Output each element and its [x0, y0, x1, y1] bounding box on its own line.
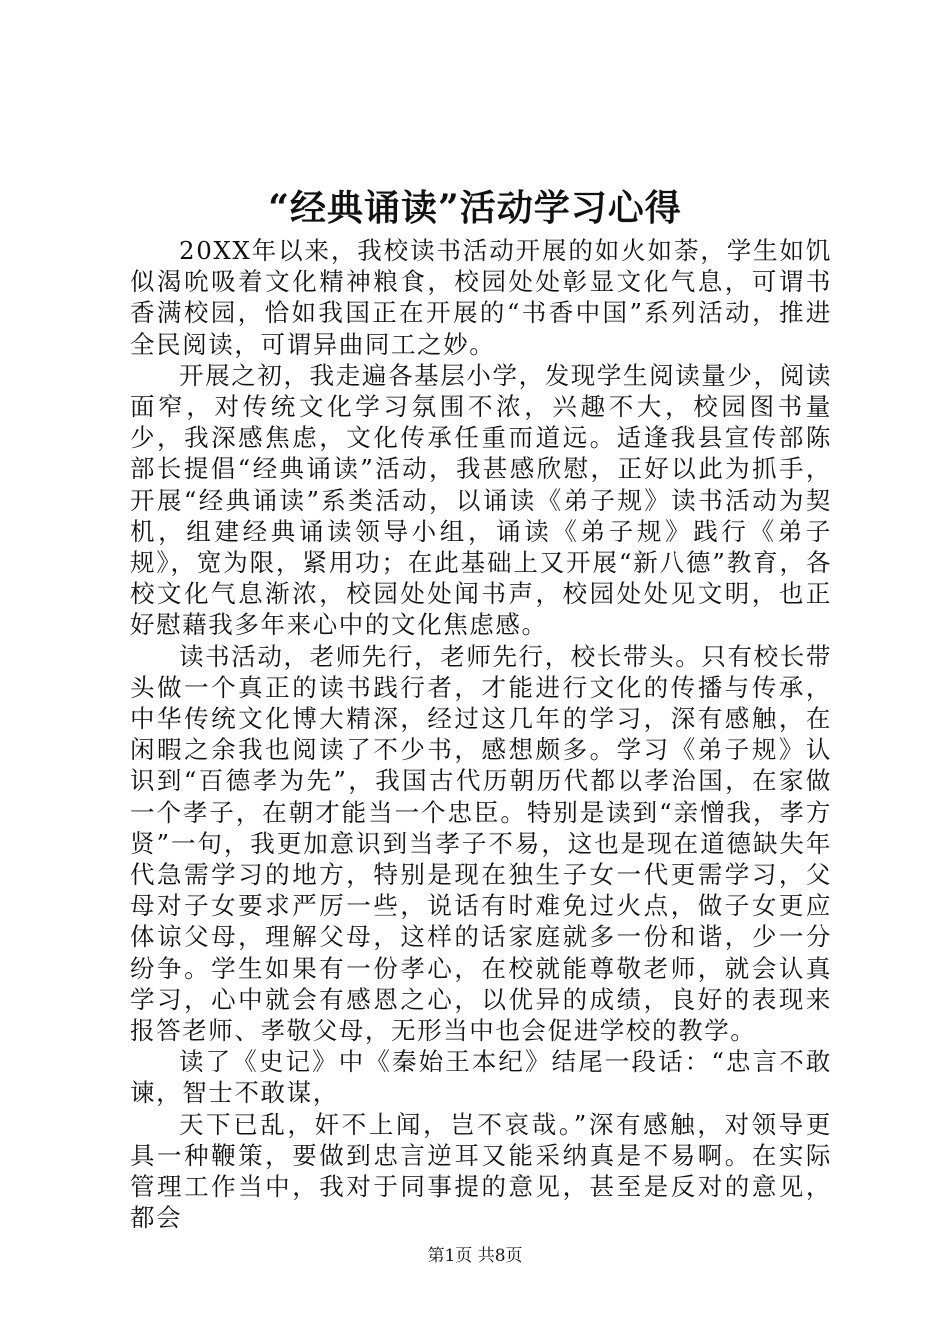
document-body	[130, 235, 832, 1234]
page-number-footer: 第1页 共8页	[427, 1246, 523, 1266]
document-title: “经典诵读”活动学习心得	[268, 187, 682, 229]
paragraph-2: 开展之初，我走遍各基层小学，发现学生阅读量少，阅读面窄，对传统文化学习氛围不浓，兴趣不大，校园图书量少，我深感焦虑，文化传承任重而道远。适逢我县宣传部陈部长提倡“经典诵读”活动，我甚感欣慰，正好以此为抓手，开展“经典诵读”系类活动，以诵读《弟子规》读书活动为契机，组建经典诵读领导小组，诵读《弟子规》践行《弟子规》，宽为限，紧用功；在此基础上又开展“新八德”教育，各校文化气息渐浓，校园处处闻书声，校园处处见文明，也正好慰藉我多年来心中的文化焦虑感。	[130, 360, 832, 640]
paragraph-4: 读了《史记》中《秦始王本纪》结尾一段话：“忠言不敢谏，智士不敢谋，	[130, 1047, 832, 1108]
paragraph-5: 天下已乱，奸不上闻，岂不哀哉。”深有感触，对领导更具一种鞭策，要做到忠言逆耳又能采纳真是不易啊。在实际管理工作当中，我对于同事提的意见，甚至是反对的意见，都会	[130, 1109, 832, 1233]
paragraph-3: 读书活动，老师先行，老师先行，校长带头。只有校长带头做一个真正的读书践行者，才能进行文化的传播与传承，中华传统文化博大精深，经过这几年的学习，深有感触，在闲暇之余我也阅读了不少书，感想颇多。学习《弟子规》认识到“百德孝为先”，我国古代历朝历代都以孝治国，在家做一个孝子，在朝才能当一个忠臣。特别是读到“亲憎我，孝方贤”一句，我更加意识到当孝子不易，这也是现在道德缺失年代急需学习的地方，特别是现在独生子女一代更需学习，父母对子女要求严厉一些，说话有时难免过火点，做子女更应体谅父母，理解父母，这样的话家庭就多一份和谐，少一分纷争。学生如果有一份孝心，在校就能尊敬老师，就会认真学习，心中就会有感恩之心，以优异的成绩，良好的表现来报答老师、孝敬父母，无形当中也会促进学校的教学。	[130, 641, 832, 1046]
paragraph-1: 20XX年以来，我校读书活动开展的如火如荼，学生如饥似渴吮吸着文化精神粮食，校园处处彰显文化气息，可谓书香满校园，恰如我国正在开展的“书香中国”系列活动，推进全民阅读，可谓异曲同工之妙。	[130, 236, 832, 359]
